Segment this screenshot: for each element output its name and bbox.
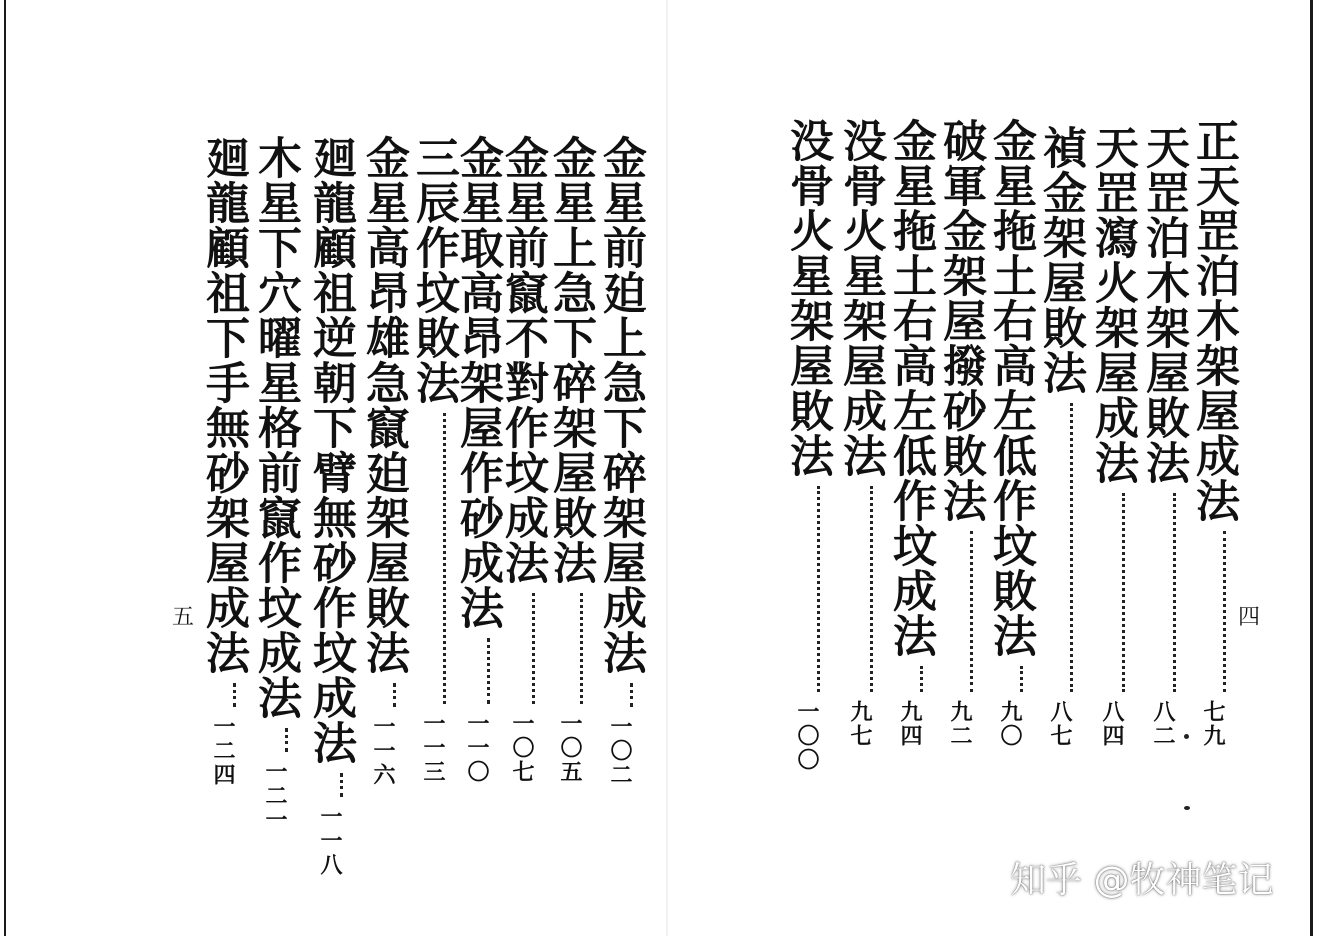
- leader-dots: [1020, 666, 1023, 692]
- toc-entry: [1087, 125, 1137, 748]
- leader-dots: [920, 666, 923, 692]
- toc-entry-page-number: 九二: [947, 700, 973, 748]
- print-speck: [1184, 806, 1190, 810]
- right-page-folio: 四: [1238, 605, 1261, 630]
- leader-dots: [580, 593, 583, 704]
- toc-entry-page-number: 八四: [1099, 700, 1125, 748]
- leader-dots: [970, 531, 973, 692]
- toc-entry: [595, 135, 645, 787]
- leader-dots: [1173, 493, 1176, 692]
- toc-entry-page-number: 一〇〇: [794, 700, 820, 772]
- toc-entry-page-number: 一二一: [262, 760, 288, 832]
- toc-entry-title: 廻龍顧祖逆朝下臂無砂作坟成法: [305, 135, 356, 765]
- toc-entry-title: 金星取高昂架屋作砂成法: [452, 135, 503, 630]
- toc-entry: [198, 135, 248, 787]
- toc-entry: [250, 135, 300, 832]
- toc-entry-title: 廻龍顧祖下手無砂架屋成法: [198, 135, 249, 675]
- leader-dots: [393, 683, 396, 707]
- leader-dots: [487, 638, 490, 704]
- toc-entry-title: 金星前竄不對作坟成法: [497, 135, 548, 585]
- toc-entry-title: 金星高昂雄急竄廹架屋敗法: [358, 135, 409, 675]
- leader-dots: [630, 683, 633, 707]
- toc-entry: [305, 135, 355, 877]
- leader-dots: [1223, 531, 1226, 692]
- leader-dots: [233, 683, 236, 707]
- toc-entry: [935, 118, 985, 748]
- toc-entry: [1188, 118, 1238, 748]
- toc-entry-title: 金星拖土右高左低作坟成法: [885, 118, 936, 658]
- toc-entry-page-number: 七九: [1200, 700, 1226, 748]
- leader-dots: [532, 593, 535, 704]
- leader-dots: [817, 486, 820, 692]
- toc-entry-page-number: 一一八: [317, 805, 343, 877]
- right-page-edge: [1310, 0, 1313, 936]
- toc-entry: [835, 118, 885, 748]
- toc-entry-page-number: 一〇二: [607, 715, 633, 787]
- toc-entry-title: 金星前廹上急下碎架屋成法: [595, 135, 646, 675]
- toc-entry: [1035, 125, 1085, 748]
- toc-entry-title: 正天罡泊木架屋成法: [1188, 118, 1239, 523]
- toc-entry-title: 禎金架屋敗法: [1035, 125, 1086, 395]
- toc-entry-page-number: 九七: [847, 700, 873, 748]
- toc-entry: [782, 118, 832, 772]
- toc-entry-title: 破軍金架屋撥砂敗法: [935, 118, 986, 523]
- toc-entry: [545, 135, 595, 784]
- toc-entry-title: 天罡瀉火架屋成法: [1087, 125, 1138, 485]
- toc-entry-title: 金星拖土右高左低作坟敗法: [985, 118, 1036, 658]
- toc-entry-page-number: 一二四: [210, 715, 236, 787]
- leader-dots: [443, 413, 446, 704]
- toc-entry-page-number: 一〇七: [509, 712, 535, 784]
- leader-dots: [1070, 403, 1073, 692]
- toc-entry-page-number: 八七: [1047, 700, 1073, 748]
- toc-entry-title: 天罡泊木架屋敗法: [1138, 125, 1189, 485]
- toc-entry-title: 金星上急下碎架屋敗法: [545, 135, 596, 585]
- toc-entry-page-number: 一一〇: [464, 712, 490, 784]
- toc-entry-page-number: 八二: [1150, 700, 1176, 748]
- toc-entry: [358, 135, 408, 787]
- leader-dots: [285, 728, 288, 752]
- toc-entry-page-number: 一一三: [420, 712, 446, 784]
- toc-entry-page-number: 一一六: [370, 715, 396, 787]
- toc-entry-title: 没骨火星架屋成法: [835, 118, 886, 478]
- toc-entry-title: 没骨火星架屋敗法: [782, 118, 833, 478]
- leader-dots: [1122, 493, 1125, 692]
- toc-entry: [985, 118, 1035, 748]
- toc-entry: [885, 118, 935, 748]
- toc-entry-page-number: 一〇五: [557, 712, 583, 784]
- left-page-folio: 五: [172, 605, 195, 630]
- page-gutter: [666, 0, 668, 936]
- toc-entry: [452, 135, 502, 784]
- watermark-text: 知乎 @牧神笔记: [1010, 860, 1274, 901]
- left-page-edge: [4, 0, 6, 936]
- leader-dots: [340, 773, 343, 797]
- toc-entry-page-number: 九四: [897, 700, 923, 748]
- toc-entry: [1138, 125, 1188, 748]
- toc-entry: [497, 135, 547, 784]
- toc-entry-page-number: 九〇: [997, 700, 1023, 748]
- toc-entry-title: 木星下穴曜星格前竄作坟成法: [250, 135, 301, 720]
- leader-dots: [870, 486, 873, 692]
- toc-entry: [408, 135, 458, 784]
- print-speck: [1184, 734, 1189, 739]
- toc-entry-title: 三辰作坟敗法: [408, 135, 459, 405]
